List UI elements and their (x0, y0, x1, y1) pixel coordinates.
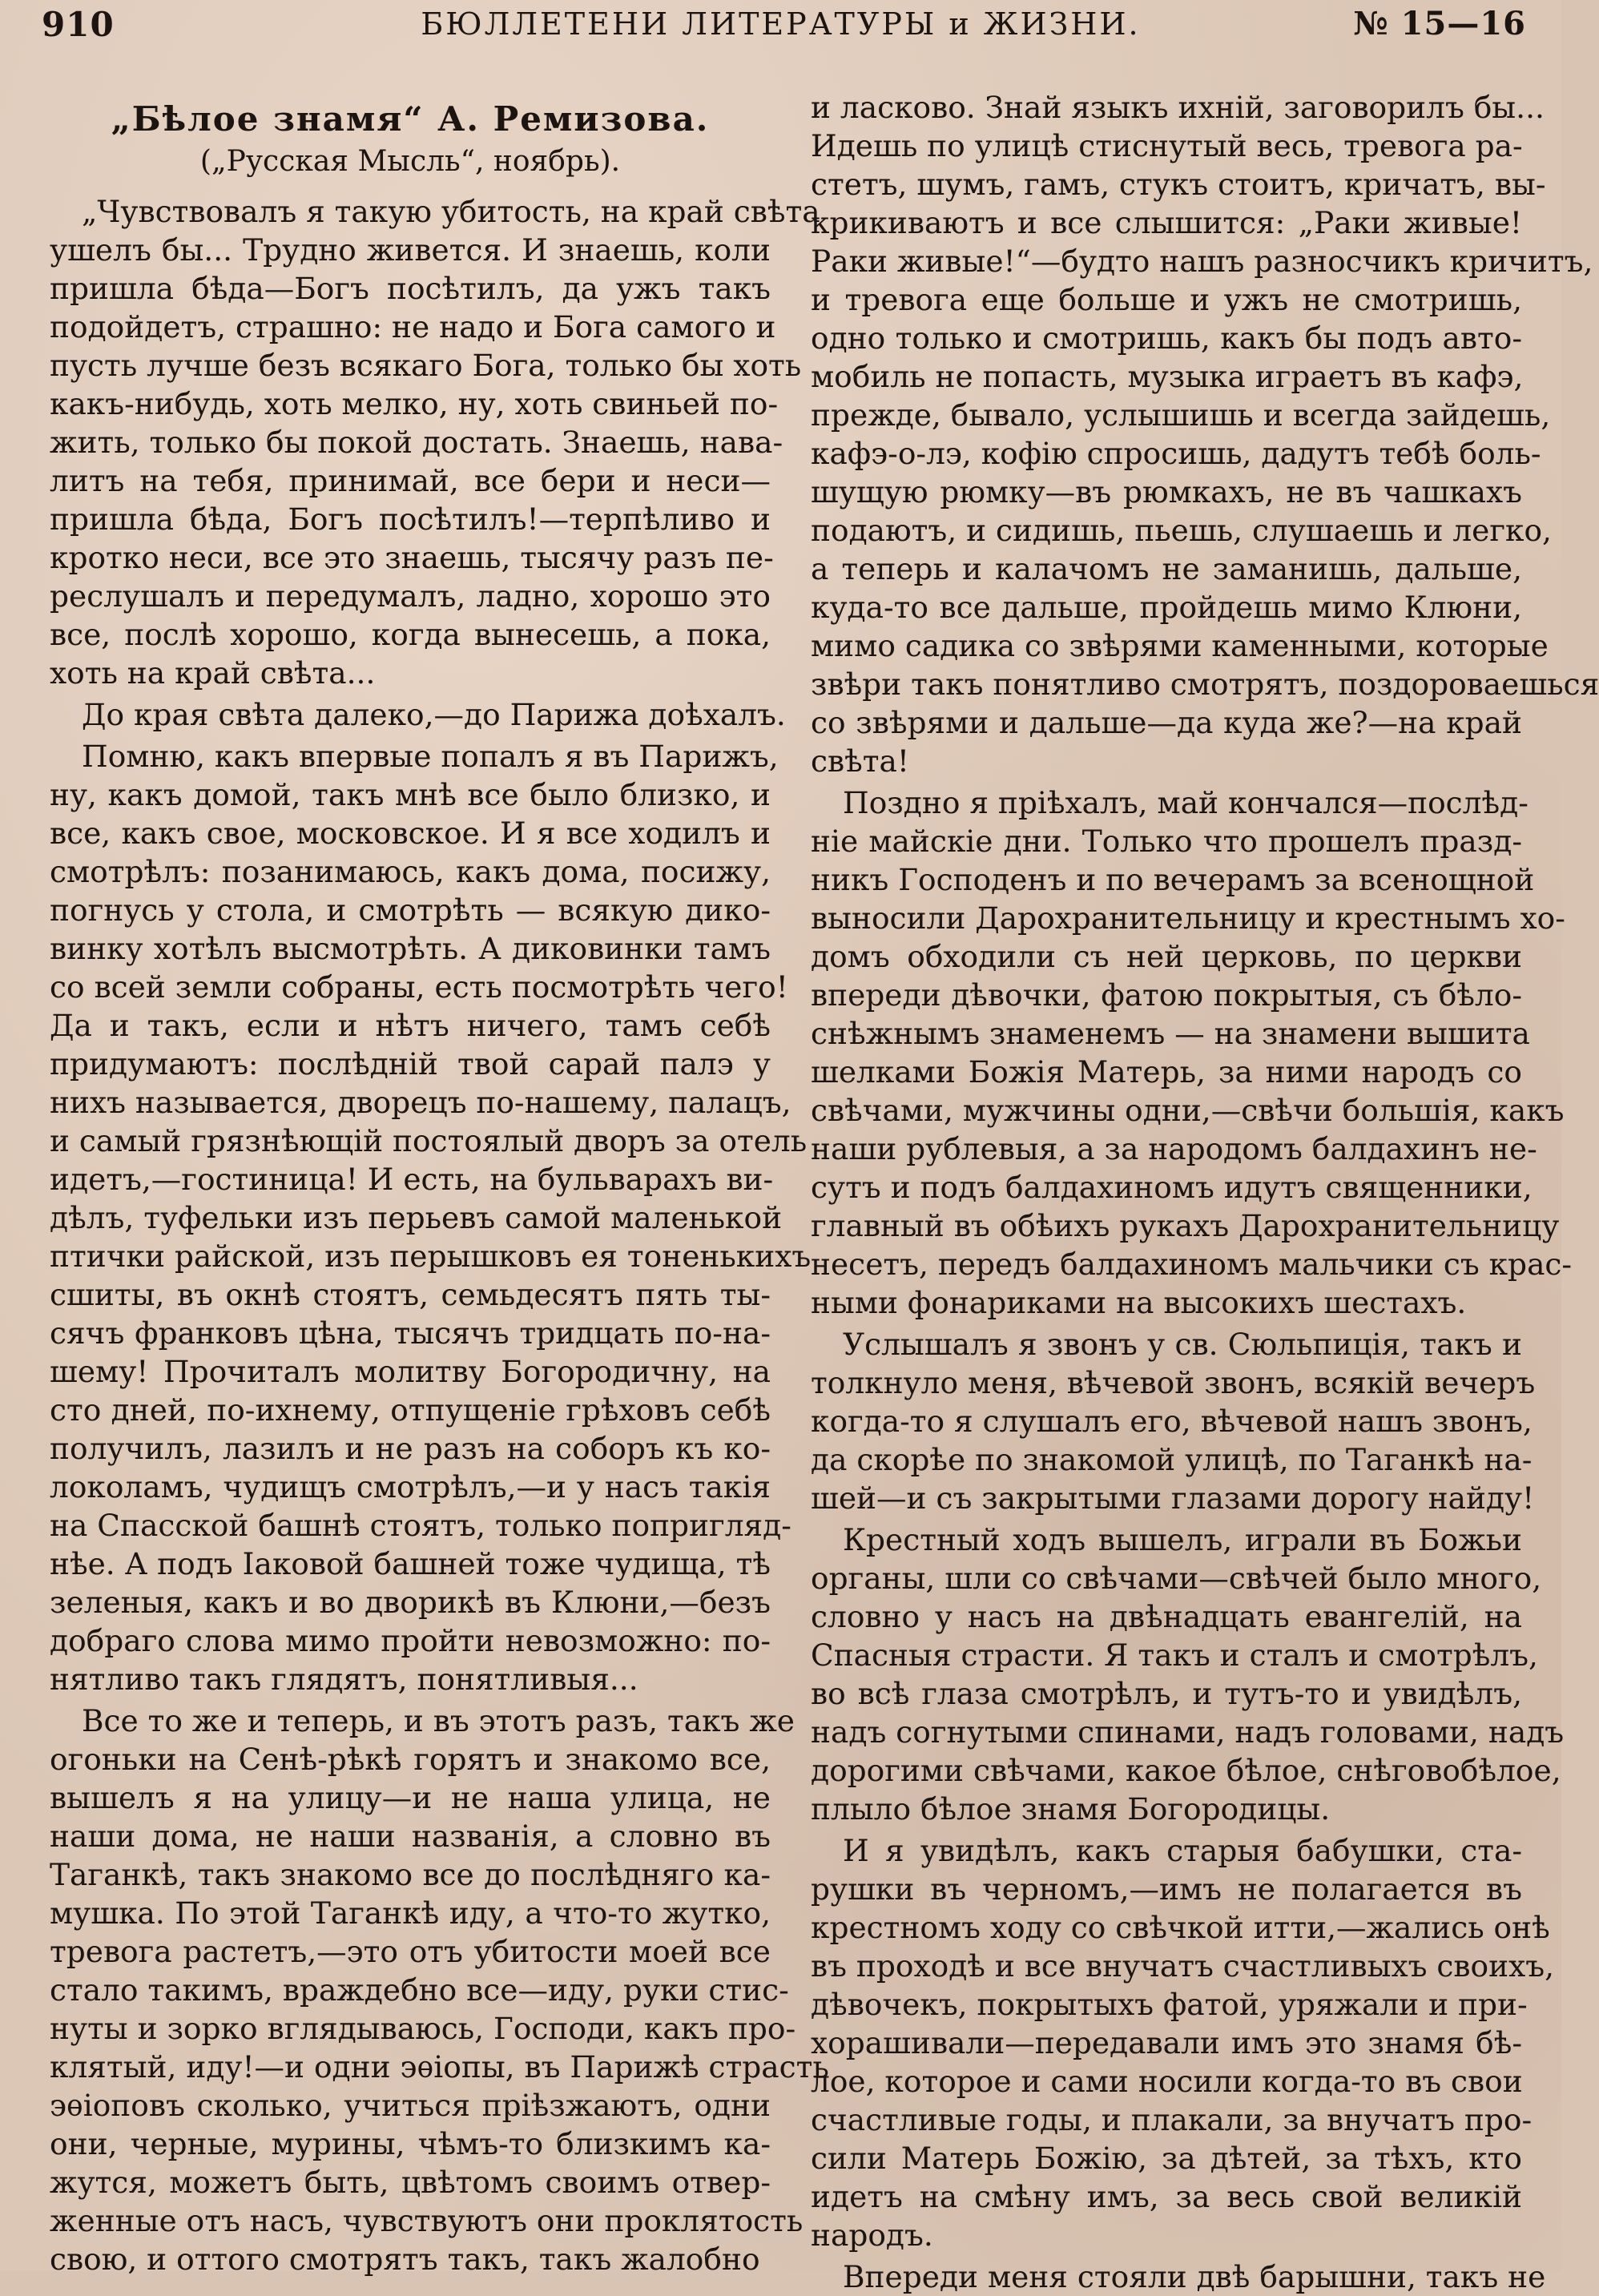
text-line: выносили Дарохранительницу и крестнымъ хо- (811, 900, 1565, 936)
text-line: пришла бѣда, Богъ посѣтилъ!—терпѣливо и (50, 501, 771, 537)
text-line: подойдетъ, страшно: не надо и Бога самого и (50, 309, 776, 344)
text-line: во всѣ глаза смотрѣлъ, и тутъ-то и увидѣлъ, (811, 1676, 1522, 1711)
text-line: Идешь по улицѣ стиснутый весь, тревога ра- (811, 128, 1523, 163)
text-line: придумаютъ: послѣдній твой сарай палэ у (50, 1046, 771, 1082)
text-line: шей—и съ закрытыми глазами дорогу найду! (811, 1480, 1535, 1516)
text-line: плыло бѣлое знамя Богородицы. (811, 1791, 1331, 1827)
paragraph (50, 695, 786, 734)
text-line: Спасныя страсти. Я такъ и сталъ и смотрѣлъ, (811, 1637, 1538, 1673)
text-line: свою, и оттого смотрятъ такъ, такъ жалобно (50, 2242, 760, 2277)
text-line: дѣлъ, туфельки изъ перьевъ самой маленькой (50, 1200, 783, 1235)
right-column-body (811, 88, 1599, 2296)
paragraph (811, 88, 1599, 780)
paragraph (811, 1325, 1536, 1517)
text-line: Помню, какъ впервые попалъ я въ Парижъ, (82, 739, 779, 774)
text-line: зеленыя, какъ и во дворикѣ въ Клюни,—безъ (50, 1585, 771, 1620)
text-line: наши рублевыя, а за народомъ балдахинъ не- (811, 1131, 1537, 1166)
text-line: главный въ обѣихъ рукахъ Дарохранительницу (811, 1208, 1560, 1243)
left-column (50, 88, 829, 2278)
text-line: Да и такъ, если и нѣтъ ничего, тамъ себѣ (50, 1008, 771, 1043)
text-line: жить, только бы покой достать. Знаешь, нава- (50, 425, 783, 460)
text-line: тревога растетъ,—это отъ убитости моей все (50, 1934, 771, 1969)
text-line: снѣжнымъ знаменемъ — на знамени вышита (811, 1016, 1530, 1051)
text-line: Поздно я пріѣхалъ, май кончался—послѣд- (843, 785, 1529, 820)
text-line: получилъ, лазилъ и не разъ на соборъ къ ко- (50, 1431, 771, 1466)
text-line: одно только и смотришь, какъ бы подъ авто- (811, 320, 1522, 356)
paragraph (811, 1831, 1555, 2254)
text-line: шущую рюмку—въ рюмкахъ, не въ чашкахъ (811, 474, 1522, 510)
text-line: пришла бѣда—Богъ посѣтилъ, да ужъ такъ (50, 271, 771, 306)
text-line: хорашивали—передавали имъ это знамя бѣ- (811, 2025, 1522, 2060)
text-line: толкнуло меня, вѣчевой звонъ, всякій вечеръ (811, 1365, 1536, 1400)
text-line: домъ обходили съ ней церковь, по церкви (811, 939, 1522, 974)
text-line: женные отъ насъ, чувствуютъ они проклятость (50, 2203, 804, 2238)
text-line: И я увидѣлъ, какъ старыя бабушки, ста- (843, 1833, 1522, 1868)
text-line: органы, шли со свѣчами—свѣчей было много, (811, 1561, 1542, 1596)
text-line: сто дней, по-ихнему, отпущеніе грѣховъ себѣ (50, 1392, 771, 1428)
text-line: когда-то я слушалъ его, вѣчевой нашъ звонъ, (811, 1404, 1533, 1439)
text-line: словно у насъ на двѣнадцать евангелій, на (811, 1599, 1522, 1634)
text-line: Услышалъ я звонъ у св. Сюльпиція, такъ и (843, 1327, 1522, 1362)
text-line: свѣта! (811, 743, 909, 779)
text-line: До края свѣта далеко,—до Парижа доѣхалъ. (82, 697, 786, 732)
text-line: сили Матерь Божію, за дѣтей, за тѣхъ, кто (811, 2141, 1522, 2176)
text-line: мобиль не попасть, музыка играетъ въ кафэ, (811, 359, 1524, 394)
text-line: счастливые годы, и плакали, за внучатъ про- (811, 2102, 1533, 2137)
text-line: куда-то все дальше, пройдешь мимо Клюни, (811, 590, 1522, 625)
text-line: кафэ-о-лэ, кофію спросишь, дадутъ тебѣ боль- (811, 436, 1541, 471)
text-line: идетъ на смѣну имъ, за весь свой великій (811, 2179, 1522, 2214)
text-line: надъ согнутыми спинами, надъ головами, надъ (811, 1714, 1565, 1750)
text-line: погнусь у стола, и смотрѣть — всякую дико- (50, 892, 771, 928)
text-line: шелками Божія Матерь, за ними народъ со (811, 1054, 1522, 1090)
text-line: Все то же и теперь, и въ этотъ разъ, такъ же (82, 1703, 795, 1738)
right-column (811, 88, 1599, 2296)
text-line: птички райской, изъ перышковъ ея тоненькихъ (50, 1239, 812, 1274)
issue-number: № 15—16 (1353, 5, 1526, 42)
text-line: крестномъ ходу со свѣчкой итти,—жались онѣ (811, 1910, 1550, 1945)
text-line: впереди дѣвочки, фатою покрытыя, съ бѣло- (811, 977, 1522, 1013)
text-line: Впереди меня стояли двѣ барышни, такъ не (843, 2259, 1546, 2294)
text-line: мимо садика со звѣрями каменными, которые (811, 628, 1549, 663)
page-number: 910 (42, 5, 115, 44)
paragraph (50, 192, 820, 692)
text-line: наши дома, не наши названія, а словно въ (50, 1819, 771, 1854)
text-line: на Спасской башнѣ стоятъ, только попригляд- (50, 1508, 791, 1543)
text-line: и самый грязнѣющій постоялый дворъ за отель (50, 1123, 808, 1158)
text-line: хоть на край свѣта... (50, 655, 376, 691)
text-line: нихъ называется, дворецъ по-нашему, палацъ, (50, 1085, 791, 1120)
left-column-body (50, 192, 829, 2278)
text-line: и ласково. Знай языкъ ихній, заговорилъ бы... (811, 90, 1545, 125)
text-line: сутъ и подъ балдахиномъ идутъ священники, (811, 1170, 1533, 1205)
text-line: нѣе. А подъ Іаковой башней тоже чудища, тѣ (50, 1546, 771, 1581)
paragraph (811, 2258, 1546, 2296)
text-line: подаютъ, и сидишь, пьешь, слушаешь и легко, (811, 513, 1552, 548)
article-title: „Бѣлое знамя“ А. Ремизова. (111, 99, 710, 139)
text-line: стало такимъ, враждебно все—иду, руки стис- (50, 1972, 789, 2008)
text-line: крикиваютъ и все слышится: „Раки живые! (811, 205, 1522, 240)
text-line: ніе майскіе дни. Только что прошелъ празд- (811, 824, 1522, 859)
text-line: добраго слова мимо пройти невозможно: по- (50, 1623, 771, 1658)
text-line: огоньки на Сенѣ-рѣкѣ горятъ и знакомо все, (50, 1742, 771, 1777)
text-line: кротко неси, все это знаешь, тысячу разъ пе- (50, 540, 774, 575)
text-line: идетъ,—гостиница! И есть, на бульварахъ ви- (50, 1162, 774, 1197)
text-line: клятый, иду!—и одни эѳіопы, въ Парижѣ страсть (50, 2049, 829, 2085)
text-line: сячъ франковъ цѣна, тысячъ тридцать по-на- (50, 1315, 771, 1351)
text-line: все, какъ свое, московское. И я все ходилъ и (50, 816, 771, 851)
text-line: прежде, бывало, услышишь и всегда зайдешь, (811, 397, 1551, 433)
paragraph (811, 783, 1573, 1322)
text-line: эѳіоповъ сколько, учиться пріѣзжаютъ, одни (50, 2088, 771, 2123)
text-line: народъ. (811, 2217, 933, 2253)
text-line: стетъ, шумъ, гамъ, стукъ стоитъ, кричатъ, вы- (811, 167, 1546, 202)
text-line: они, черные, мурины, чѣмъ-то близкимъ ка- (50, 2126, 771, 2161)
text-line: ну, какъ домой, такъ мнѣ все было близко, и (50, 777, 771, 812)
text-line: нятливо такъ глядятъ, понятливыя... (50, 1662, 638, 1697)
text-line: Крестный ходъ вышелъ, играли въ Божьи (843, 1522, 1522, 1557)
text-line: локоламъ, чудищъ смотрѣлъ,—и у насъ такія (50, 1469, 771, 1504)
article-source: („Русская Мысль“, ноябрь). (199, 145, 621, 178)
text-line: вышелъ я на улицу—и не наша улица, не (50, 1780, 771, 1815)
text-line: со всей земли собраны, есть посмотрѣть чего! (50, 969, 788, 1005)
text-line: шему! Прочиталъ молитву Богородичну, на (50, 1354, 771, 1389)
text-line: мушка. По этой Таганкѣ иду, а что-то жутко, (50, 1895, 771, 1931)
paragraph (50, 737, 812, 1698)
text-line: нуты и зорко вглядываюсь, Господи, какъ про- (50, 2011, 796, 2046)
text-line: винку хотѣлъ высмотрѣть. А диковинки тамъ (50, 931, 771, 966)
text-line: все, послѣ хорошо, когда вынесешь, а пока, (50, 617, 771, 652)
text-line: въ проходѣ и все внучатъ счастливыхъ своихъ, (811, 1948, 1555, 1984)
text-line: никъ Господенъ и по вечерамъ за всенощной (811, 862, 1535, 897)
running-title: БЮЛЛЕТЕНИ ЛИТЕРАТУРЫ и ЖИЗНИ. (421, 6, 1141, 42)
paragraph (811, 1521, 1565, 1828)
text-line: несетъ, передъ балдахиномъ мальчики съ крас- (811, 1247, 1573, 1282)
text-line: „Чувствовалъ я такую убитость, на край свѣта (82, 194, 820, 229)
text-line: пусть лучше безъ всякаго Бога, только бы хоть (50, 348, 802, 383)
text-line: сшиты, въ окнѣ стоятъ, семьдесятъ пять ты- (50, 1277, 771, 1312)
text-line: со звѣрями и дальше—да куда же?—на край (811, 705, 1522, 740)
text-line: ушелъ бы... Трудно живется. И знаешь, коли (50, 232, 771, 268)
text-line: дорогими свѣчами, какое бѣлое, снѣговобѣлое, (811, 1753, 1561, 1788)
text-line: ными фонариками на высокихъ шестахъ. (811, 1285, 1467, 1320)
text-line: звѣри такъ понятливо смотрятъ, поздороваешься (811, 667, 1599, 702)
text-line: реслушалъ и передумалъ, ладно, хорошо это (50, 578, 771, 614)
text-line: а теперь и калачомъ не заманишь, дальше, (811, 551, 1522, 586)
paragraph (50, 1702, 829, 2278)
text-line: свѣчами, мужчины одни,—свѣчи большія, какъ (811, 1093, 1565, 1128)
text-line: рушки въ черномъ,—имъ не полагается въ (811, 1871, 1522, 1907)
text-line: и тревога еще больше и ужъ не смотришь, (811, 282, 1522, 317)
text-line: литъ на тебя, принимай, все бери и неси— (50, 463, 771, 498)
text-line: да скорѣе по знакомой улицѣ, по Таганкѣ на- (811, 1442, 1533, 1477)
text-line: какъ-нибудь, хоть мелко, ну, хоть свиньей по- (50, 386, 779, 421)
text-line: лое, которое и сами носили когда-то въ свои (811, 2064, 1523, 2099)
text-line: дѣвочекъ, покрытыхъ фатой, уряжали и при- (811, 1987, 1528, 2022)
page-header (0, 0, 1561, 64)
text-line: смотрѣлъ: позанимаюсь, какъ дома, посижу, (50, 854, 771, 889)
text-line: Таганкѣ, такъ знакомо все до послѣдняго ка- (50, 1857, 771, 1892)
text-line: Раки живые!“—будто нашъ разносчикъ кричитъ, (811, 244, 1593, 279)
text-line: жутся, можетъ быть, цвѣтомъ своимъ отвер- (50, 2165, 771, 2200)
